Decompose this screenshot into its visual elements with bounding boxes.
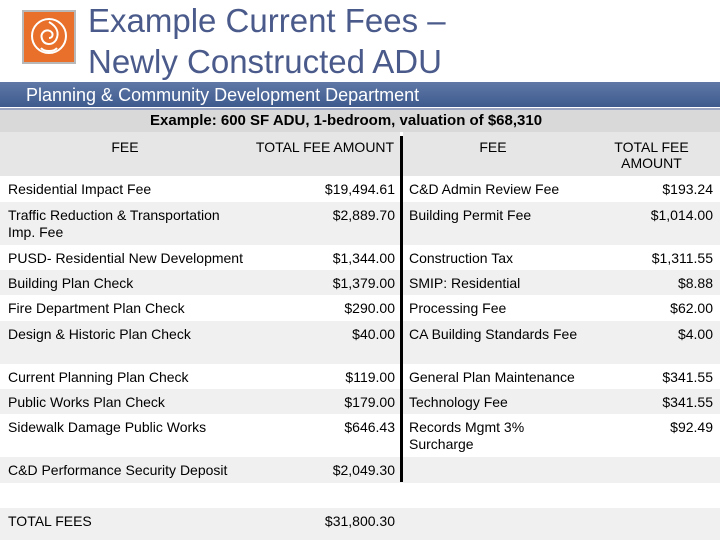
- fee-name: Fire Department Plan Check: [8, 300, 185, 316]
- fee-table: [0, 108, 720, 540]
- header: [0, 0, 720, 82]
- table-row: [0, 270, 720, 295]
- fee-name: Construction Tax: [409, 250, 514, 266]
- fee-name: Design & Historic Plan Check: [8, 326, 191, 342]
- fee-amount: $341.55: [662, 369, 713, 385]
- fee-amount: $341.55: [662, 394, 713, 410]
- fee-amount: $1,379.00: [332, 275, 395, 291]
- example-caption: Example: 600 SF ADU, 1-bedroom, valuation of $68,310: [150, 112, 543, 129]
- table-row: [0, 321, 720, 364]
- fee-amount: $92.49: [670, 419, 713, 435]
- total-amount: $31,800.30: [324, 513, 395, 529]
- fee-name: Public Works Plan Check: [8, 394, 165, 410]
- fee-name: Building Permit Fee: [409, 207, 532, 223]
- fee-amount: $40.00: [352, 326, 395, 342]
- title-line-2: Newly Constructed ADU: [88, 43, 442, 80]
- fee-amount: $62.00: [670, 300, 713, 316]
- column-divider: [400, 136, 403, 180]
- fee-amount: $646.43: [344, 419, 395, 435]
- fee-name: General Plan Maintenance: [409, 369, 575, 385]
- fee-name: Residential Impact Fee: [8, 181, 152, 197]
- rose-logo-icon: [22, 10, 76, 64]
- fee-name: CA Building Standards Fee: [409, 326, 578, 342]
- table-row: [0, 295, 720, 321]
- table-row: [0, 202, 720, 245]
- fee-amount: $8.88: [677, 275, 713, 291]
- fee-name: Sidewalk Damage Public Works: [8, 419, 207, 435]
- fee-name: C&D Admin Review Fee: [409, 181, 560, 197]
- table-row: [0, 483, 720, 508]
- column-header-label: TOTAL FEE AMOUNT: [614, 139, 689, 171]
- fee-amount: $1,311.55: [651, 250, 713, 266]
- department-label: Planning & Community Development Department: [26, 85, 420, 105]
- title-line-1: Example Current Fees –: [88, 2, 446, 39]
- fee-amount: $1,014.00: [650, 207, 713, 223]
- total-label: TOTAL FEES: [8, 513, 92, 529]
- fee-name: Current Planning Plan Check: [8, 369, 189, 385]
- fee-amount: $2,889.70: [332, 207, 395, 223]
- fee-name: SMIP: Residential: [409, 275, 521, 291]
- column-header-label: FEE: [479, 139, 507, 155]
- fee-name: Processing Fee: [409, 300, 507, 316]
- fee-amount: $179.00: [344, 394, 395, 410]
- table-row: [0, 414, 720, 457]
- table-row: [0, 389, 720, 414]
- table-row-total: [0, 508, 720, 540]
- table-row: [0, 245, 720, 270]
- table-row: [0, 457, 720, 483]
- fee-name: Traffic Reduction & Transportation Imp. Fee: [8, 207, 220, 240]
- example-row: [0, 108, 720, 132]
- fee-amount: $193.24: [662, 181, 713, 197]
- fee-amount: $119.00: [345, 369, 395, 385]
- fee-name: C&D Performance Security Deposit: [8, 462, 228, 478]
- fee-amount: $2,049.30: [332, 462, 395, 478]
- fee-amount: $19,494.61: [324, 181, 395, 197]
- fee-name: Building Plan Check: [8, 275, 134, 291]
- fee-name: Technology Fee: [409, 394, 508, 410]
- column-divider: [400, 176, 403, 482]
- table-row: [0, 364, 720, 389]
- fee-amount: $1,344.00: [332, 250, 395, 266]
- table-row: [0, 176, 720, 202]
- fee-amount: $290.00: [344, 300, 395, 316]
- column-header-label: FEE: [111, 139, 139, 155]
- fee-name: PUSD- Residential New Development: [8, 250, 243, 266]
- fee-name: Records Mgmt 3% Surcharge: [409, 419, 525, 452]
- column-header-label: TOTAL FEE AMOUNT: [255, 139, 395, 155]
- fee-amount: $4.00: [677, 326, 713, 342]
- page-title: [88, 0, 446, 82]
